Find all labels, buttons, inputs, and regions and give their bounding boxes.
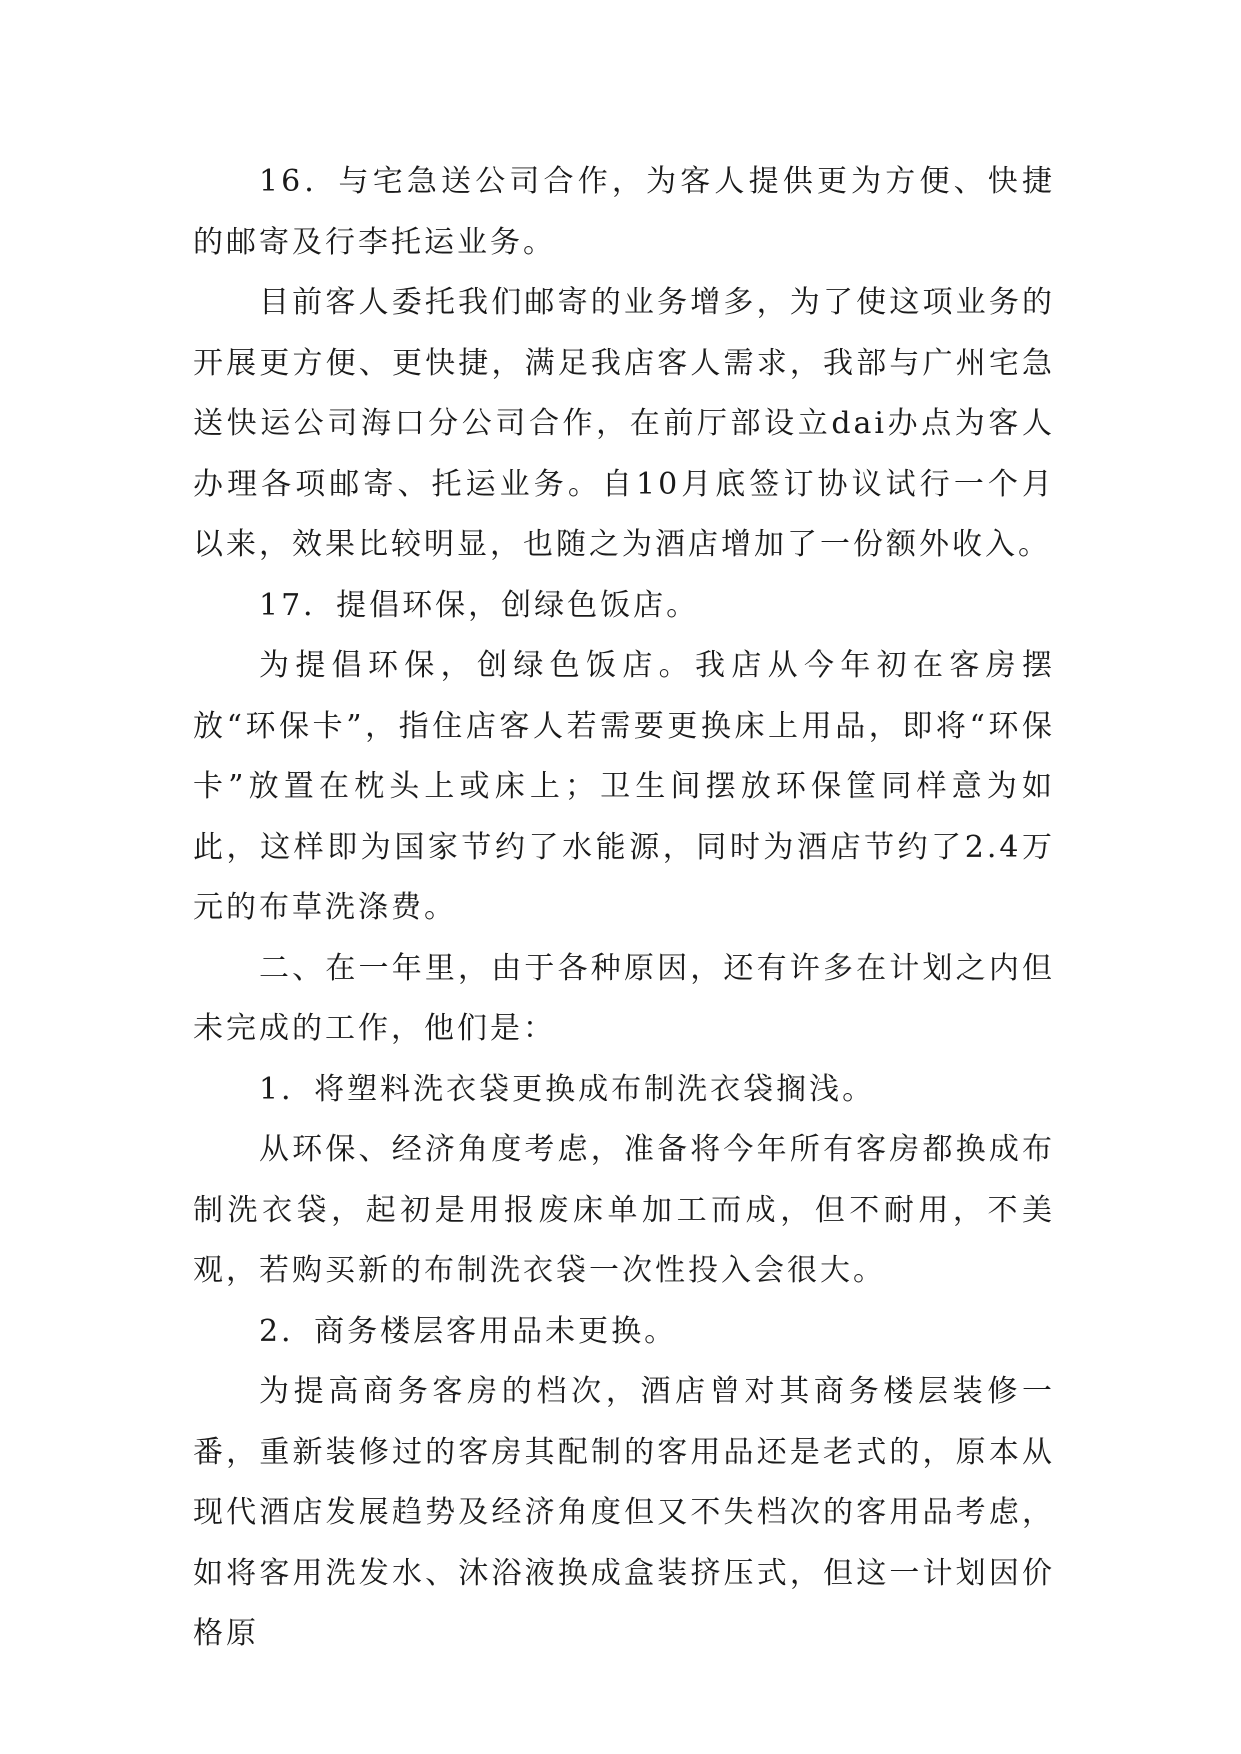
document-body	[193, 152, 1055, 1665]
item-1-title: 1．将塑料洗衣袋更换成布制洗衣袋搁浅。	[259, 1071, 876, 1107]
paragraph-16-title: 16．与宅急送公司合作，为客人提供更为方便、快捷的邮寄及行李托运业务。	[193, 164, 1055, 260]
item-1-body: 从环保、经济角度考虑，准备将今年所有客房都换成布制洗衣袋，起初是用报废床单加工而成，但不耐用，不美观，若购买新的布制洗衣袋一次性投入会很大。	[193, 1132, 1055, 1288]
paragraph-17-title: 17．提倡环保，创绿色饭店。	[259, 587, 700, 623]
paragraph-17-body: 为提倡环保，创绿色饭店。我店从今年初在客房摆放“环保卡”，指住店客人若需要更换床上用品，即将“环保卡”放置在枕头上或床上；卫生间摆放环保筐同样意为如此，这样即为国家节约了水能源，同时为酒店节约了2.4万元的布草洗涤费。	[193, 648, 1055, 925]
item-2-body: 为提高商务客房的档次，酒店曾对其商务楼层装修一番，重新装修过的客房其配制的客用品还是老式的，原本从现代酒店发展趋势及经济角度但又不失档次的客用品考虑，如将客用洗发水、沐浴液换成盒装挤压式，但这一计划因价格原	[193, 1374, 1055, 1651]
item-2-title: 2．商务楼层客用品未更换。	[259, 1313, 678, 1349]
section-two-heading: 二、在一年里，由于各种原因，还有许多在计划之内但未完成的工作，他们是：	[193, 950, 1055, 1046]
paragraph-16-body: 目前客人委托我们邮寄的业务增多，为了使这项业务的开展更方便、更快捷，满足我店客人需求，我部与广州宅急送快运公司海口分公司合作，在前厅部设立dai办点为客人办理各项邮寄、托运业务。自10月底签订协议试行一个月以来，效果比较明显，也随之为酒店增加了一份额外收入。	[193, 285, 1055, 562]
